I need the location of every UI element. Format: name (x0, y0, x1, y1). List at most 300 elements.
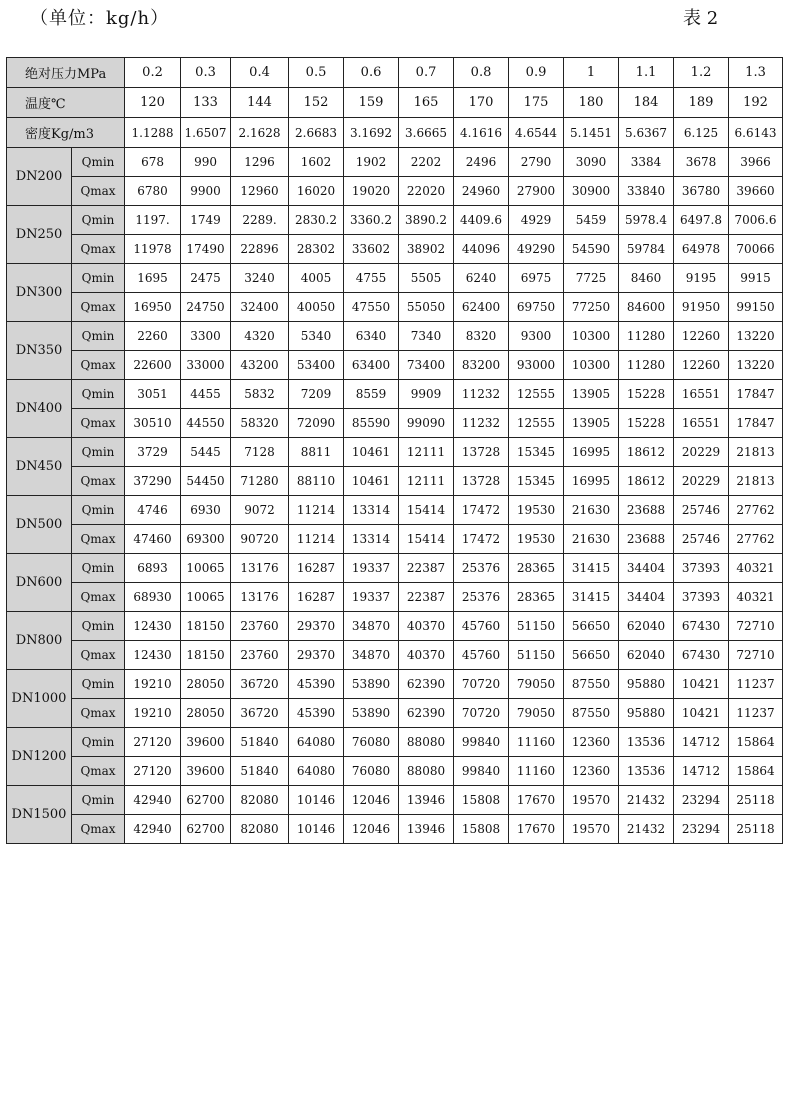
flow-value: 4005 (289, 264, 344, 293)
flow-value: 4746 (125, 496, 181, 525)
flow-value: 6975 (509, 264, 564, 293)
flow-value: 11214 (289, 496, 344, 525)
flow-value: 1902 (344, 148, 399, 177)
flow-value: 15414 (399, 525, 454, 554)
qmin-label: Qmin (72, 148, 125, 177)
flow-value: 5445 (181, 438, 231, 467)
header-row-label: 温度℃ (7, 88, 125, 118)
flow-value: 39600 (181, 728, 231, 757)
flow-value: 76080 (344, 728, 399, 757)
flow-value: 69300 (181, 525, 231, 554)
qmax-label: Qmax (72, 293, 125, 322)
table-row (7, 496, 783, 525)
header-value: 165 (399, 88, 454, 118)
flow-value: 95880 (619, 670, 674, 699)
flow-value: 28302 (289, 235, 344, 264)
flow-value: 27762 (729, 496, 783, 525)
flow-value: 37290 (125, 467, 181, 496)
flow-value: 34404 (619, 554, 674, 583)
flow-value: 5340 (289, 322, 344, 351)
flow-value: 19337 (344, 583, 399, 612)
flow-value: 39660 (729, 177, 783, 206)
flow-value: 19570 (564, 815, 619, 844)
flow-value: 99090 (399, 409, 454, 438)
flow-value: 77250 (564, 293, 619, 322)
qmin-label: Qmin (72, 728, 125, 757)
flow-value: 51150 (509, 612, 564, 641)
flow-value: 38902 (399, 235, 454, 264)
flow-value: 18150 (181, 612, 231, 641)
qmin-label: Qmin (72, 786, 125, 815)
flow-value: 13728 (454, 467, 509, 496)
flow-value: 5978.4 (619, 206, 674, 235)
flow-value: 40370 (399, 612, 454, 641)
table-row (7, 235, 783, 264)
qmax-label: Qmax (72, 525, 125, 554)
flow-value: 10421 (674, 699, 729, 728)
flow-value: 62040 (619, 641, 674, 670)
flow-value: 63400 (344, 351, 399, 380)
flow-value: 7006.6 (729, 206, 783, 235)
flow-value: 23760 (231, 612, 289, 641)
flow-value: 99840 (454, 757, 509, 786)
flow-value: 10421 (674, 670, 729, 699)
flow-value: 11978 (125, 235, 181, 264)
flow-value: 11160 (509, 728, 564, 757)
flow-value: 36720 (231, 670, 289, 699)
table-row (7, 728, 783, 757)
flow-value: 15808 (454, 786, 509, 815)
flow-value: 22387 (399, 554, 454, 583)
flow-value: 30510 (125, 409, 181, 438)
flow-value: 12555 (509, 380, 564, 409)
table-row (7, 757, 783, 786)
header-value: 144 (231, 88, 289, 118)
header-row-label: 绝对压力MPa (7, 58, 125, 88)
header-value: 184 (619, 88, 674, 118)
flow-value: 22896 (231, 235, 289, 264)
qmax-label: Qmax (72, 641, 125, 670)
flow-value: 6340 (344, 322, 399, 351)
flow-value: 20229 (674, 438, 729, 467)
flow-value: 11237 (729, 670, 783, 699)
flow-value: 1296 (231, 148, 289, 177)
flow-value: 23688 (619, 496, 674, 525)
flow-value: 23688 (619, 525, 674, 554)
flow-value: 42940 (125, 815, 181, 844)
header-value: 3.1692 (344, 118, 399, 148)
qmin-label: Qmin (72, 322, 125, 351)
flow-value: 59784 (619, 235, 674, 264)
flow-value: 2202 (399, 148, 454, 177)
flow-value: 17670 (509, 786, 564, 815)
flow-value: 15345 (509, 467, 564, 496)
header-value: 5.6367 (619, 118, 674, 148)
flow-value: 22600 (125, 351, 181, 380)
flow-value: 62390 (399, 699, 454, 728)
flow-value: 68930 (125, 583, 181, 612)
flow-value: 15228 (619, 380, 674, 409)
flow-value: 7340 (399, 322, 454, 351)
flow-value: 12360 (564, 728, 619, 757)
flow-value: 21813 (729, 438, 783, 467)
flow-value: 76080 (344, 757, 399, 786)
flow-value: 87550 (564, 670, 619, 699)
flow-value: 27120 (125, 757, 181, 786)
qmax-label: Qmax (72, 235, 125, 264)
flow-value: 17847 (729, 380, 783, 409)
flow-value: 13176 (231, 583, 289, 612)
flow-value: 56650 (564, 612, 619, 641)
flow-value: 1197. (125, 206, 181, 235)
flow-value: 8811 (289, 438, 344, 467)
flow-value: 10300 (564, 351, 619, 380)
flow-value: 45390 (289, 670, 344, 699)
flow-value: 11280 (619, 322, 674, 351)
header-value: 0.7 (399, 58, 454, 88)
flow-value: 40370 (399, 641, 454, 670)
flow-value: 79050 (509, 699, 564, 728)
flow-value: 5832 (231, 380, 289, 409)
flow-value: 33000 (181, 351, 231, 380)
flow-value: 3051 (125, 380, 181, 409)
flow-value: 16551 (674, 409, 729, 438)
flow-value: 13536 (619, 757, 674, 786)
flow-value: 88110 (289, 467, 344, 496)
header-value: 0.8 (454, 58, 509, 88)
table-row (7, 670, 783, 699)
flow-value: 29370 (289, 641, 344, 670)
flow-value: 16287 (289, 583, 344, 612)
flow-value: 13905 (564, 409, 619, 438)
flow-value: 62040 (619, 612, 674, 641)
flow-value: 1602 (289, 148, 344, 177)
flow-value: 14712 (674, 757, 729, 786)
flow-value: 16950 (125, 293, 181, 322)
flow-value: 4409.6 (454, 206, 509, 235)
flow-value: 27900 (509, 177, 564, 206)
flow-value: 1695 (125, 264, 181, 293)
dn-size-label: DN1000 (7, 670, 72, 728)
header-row (7, 88, 783, 118)
flow-value: 51840 (231, 728, 289, 757)
header-row (7, 118, 783, 148)
flow-value: 88080 (399, 757, 454, 786)
flow-value: 36720 (231, 699, 289, 728)
flow-value: 82080 (231, 815, 289, 844)
flow-value: 11237 (729, 699, 783, 728)
dn-size-label: DN450 (7, 438, 72, 496)
flow-value: 15864 (729, 757, 783, 786)
flow-value: 10146 (289, 815, 344, 844)
header-value: 1 (564, 58, 619, 88)
table-row (7, 554, 783, 583)
table-row (7, 351, 783, 380)
table-row (7, 177, 783, 206)
flow-value: 40050 (289, 293, 344, 322)
flow-value: 19210 (125, 670, 181, 699)
flow-value: 45760 (454, 641, 509, 670)
flow-value: 9900 (181, 177, 231, 206)
flow-value: 44550 (181, 409, 231, 438)
flow-value: 33602 (344, 235, 399, 264)
dn-size-label: DN300 (7, 264, 72, 322)
flow-value: 11232 (454, 409, 509, 438)
dn-size-label: DN800 (7, 612, 72, 670)
flow-value: 17472 (454, 496, 509, 525)
flow-value: 36780 (674, 177, 729, 206)
flow-value: 7209 (289, 380, 344, 409)
flow-value: 79050 (509, 670, 564, 699)
flow-value: 21432 (619, 786, 674, 815)
table-row (7, 264, 783, 293)
flow-value: 4455 (181, 380, 231, 409)
flow-value: 17472 (454, 525, 509, 554)
table-row (7, 206, 783, 235)
table-body (7, 58, 783, 844)
flow-value: 70720 (454, 699, 509, 728)
flow-value: 93000 (509, 351, 564, 380)
flow-value: 990 (181, 148, 231, 177)
flow-value: 13176 (231, 554, 289, 583)
flow-value: 67430 (674, 641, 729, 670)
flow-value: 67430 (674, 612, 729, 641)
flow-value: 25746 (674, 525, 729, 554)
flow-value: 37393 (674, 554, 729, 583)
dn-size-label: DN350 (7, 322, 72, 380)
flow-value: 56650 (564, 641, 619, 670)
header-value: 0.2 (125, 58, 181, 88)
flow-value: 10461 (344, 438, 399, 467)
flow-value: 12430 (125, 641, 181, 670)
header-value: 1.3 (729, 58, 783, 88)
flow-value: 15414 (399, 496, 454, 525)
flow-value: 3360.2 (344, 206, 399, 235)
dn-size-label: DN400 (7, 380, 72, 438)
flow-value: 3966 (729, 148, 783, 177)
flow-value: 9072 (231, 496, 289, 525)
flow-value: 18612 (619, 438, 674, 467)
flow-value: 8320 (454, 322, 509, 351)
flow-value: 22020 (399, 177, 454, 206)
flow-value: 62400 (454, 293, 509, 322)
header-value: 2.1628 (231, 118, 289, 148)
flow-value: 39600 (181, 757, 231, 786)
flow-value: 51150 (509, 641, 564, 670)
flow-value: 70720 (454, 670, 509, 699)
flow-value: 11160 (509, 757, 564, 786)
table-row (7, 409, 783, 438)
flow-value: 69750 (509, 293, 564, 322)
flow-value: 82080 (231, 786, 289, 815)
table-row (7, 699, 783, 728)
flow-value: 5459 (564, 206, 619, 235)
flow-value: 7725 (564, 264, 619, 293)
flow-value: 34404 (619, 583, 674, 612)
flow-value: 4320 (231, 322, 289, 351)
flow-value: 58320 (231, 409, 289, 438)
flow-value: 28050 (181, 670, 231, 699)
flow-value: 31415 (564, 554, 619, 583)
table-row (7, 380, 783, 409)
flow-value: 4929 (509, 206, 564, 235)
flow-value: 20229 (674, 467, 729, 496)
qmax-label: Qmax (72, 757, 125, 786)
flow-value: 2260 (125, 322, 181, 351)
flow-value: 28365 (509, 554, 564, 583)
flow-value: 17670 (509, 815, 564, 844)
table-row (7, 786, 783, 815)
flow-value: 10065 (181, 583, 231, 612)
flow-value: 45760 (454, 612, 509, 641)
flow-value: 64080 (289, 757, 344, 786)
flow-value: 62700 (181, 786, 231, 815)
flow-value: 11214 (289, 525, 344, 554)
qmax-label: Qmax (72, 815, 125, 844)
flow-value: 10300 (564, 322, 619, 351)
flow-value: 53890 (344, 699, 399, 728)
flow-value: 25376 (454, 583, 509, 612)
qmin-label: Qmin (72, 612, 125, 641)
header-value: 180 (564, 88, 619, 118)
flow-value: 54450 (181, 467, 231, 496)
flow-value: 13946 (399, 786, 454, 815)
flow-value: 9909 (399, 380, 454, 409)
flow-value: 72090 (289, 409, 344, 438)
flow-value: 16287 (289, 554, 344, 583)
flow-value: 34870 (344, 641, 399, 670)
flow-value: 2475 (181, 264, 231, 293)
flow-value: 10065 (181, 554, 231, 583)
flow-value: 3240 (231, 264, 289, 293)
dn-size-label: DN1500 (7, 786, 72, 844)
table-row (7, 583, 783, 612)
table-row (7, 612, 783, 641)
flow-value: 9195 (674, 264, 729, 293)
flow-value: 32400 (231, 293, 289, 322)
table-row (7, 148, 783, 177)
flow-value: 4755 (344, 264, 399, 293)
flow-value: 13728 (454, 438, 509, 467)
flow-value: 28365 (509, 583, 564, 612)
flow-value: 11232 (454, 380, 509, 409)
flow-value: 11280 (619, 351, 674, 380)
flow-value: 24960 (454, 177, 509, 206)
table-row (7, 293, 783, 322)
flow-value: 37393 (674, 583, 729, 612)
flow-value: 13314 (344, 525, 399, 554)
dn-size-label: DN600 (7, 554, 72, 612)
flow-value: 53400 (289, 351, 344, 380)
flow-value: 29370 (289, 612, 344, 641)
header-value: 159 (344, 88, 399, 118)
qmax-label: Qmax (72, 467, 125, 496)
qmin-label: Qmin (72, 670, 125, 699)
header-value: 1.6507 (181, 118, 231, 148)
qmin-label: Qmin (72, 438, 125, 467)
flow-value: 8559 (344, 380, 399, 409)
header-value: 175 (509, 88, 564, 118)
qmax-label: Qmax (72, 699, 125, 728)
table-row (7, 815, 783, 844)
flow-value: 33840 (619, 177, 674, 206)
flow-value: 25376 (454, 554, 509, 583)
flow-value: 51840 (231, 757, 289, 786)
flow-value: 12260 (674, 351, 729, 380)
qmin-label: Qmin (72, 380, 125, 409)
flow-value: 45390 (289, 699, 344, 728)
flow-value: 90720 (231, 525, 289, 554)
flow-value: 6930 (181, 496, 231, 525)
header-value: 133 (181, 88, 231, 118)
flow-value: 27120 (125, 728, 181, 757)
flow-value: 3384 (619, 148, 674, 177)
dn-size-label: DN500 (7, 496, 72, 554)
flow-value: 6497.8 (674, 206, 729, 235)
flow-value: 16551 (674, 380, 729, 409)
flow-value: 40321 (729, 583, 783, 612)
flow-value: 44096 (454, 235, 509, 264)
header-value: 1.1 (619, 58, 674, 88)
flow-value: 8460 (619, 264, 674, 293)
dn-size-label: DN200 (7, 148, 72, 206)
header-value: 4.1616 (454, 118, 509, 148)
flow-value: 12360 (564, 757, 619, 786)
flow-value: 22387 (399, 583, 454, 612)
flow-value: 6780 (125, 177, 181, 206)
flow-value: 91950 (674, 293, 729, 322)
header-row (7, 58, 783, 88)
flow-value: 54590 (564, 235, 619, 264)
flow-value: 19337 (344, 554, 399, 583)
qmin-label: Qmin (72, 554, 125, 583)
flow-value: 21813 (729, 467, 783, 496)
table-row (7, 641, 783, 670)
flow-value: 13220 (729, 322, 783, 351)
flow-value: 95880 (619, 699, 674, 728)
flow-value: 10146 (289, 786, 344, 815)
flow-value: 64978 (674, 235, 729, 264)
header-value: 2.6683 (289, 118, 344, 148)
flow-value: 16020 (289, 177, 344, 206)
flow-value: 15228 (619, 409, 674, 438)
qmax-label: Qmax (72, 351, 125, 380)
flow-value: 71280 (231, 467, 289, 496)
flow-value: 12430 (125, 612, 181, 641)
flow-value: 1749 (181, 206, 231, 235)
flow-value: 53890 (344, 670, 399, 699)
flow-value: 13314 (344, 496, 399, 525)
flow-value: 5505 (399, 264, 454, 293)
flow-value: 9300 (509, 322, 564, 351)
flow-value: 12111 (399, 467, 454, 496)
flow-value: 28050 (181, 699, 231, 728)
flow-value: 21630 (564, 525, 619, 554)
flow-value: 72710 (729, 641, 783, 670)
header-value: 120 (125, 88, 181, 118)
flow-value: 6240 (454, 264, 509, 293)
flow-value: 18150 (181, 641, 231, 670)
flow-value: 12111 (399, 438, 454, 467)
qmin-label: Qmin (72, 496, 125, 525)
header-value: 6.6143 (729, 118, 783, 148)
flow-value: 87550 (564, 699, 619, 728)
flow-value: 47550 (344, 293, 399, 322)
flow-value: 17847 (729, 409, 783, 438)
flow-value: 31415 (564, 583, 619, 612)
flow-value: 2830.2 (289, 206, 344, 235)
flow-value: 10461 (344, 467, 399, 496)
